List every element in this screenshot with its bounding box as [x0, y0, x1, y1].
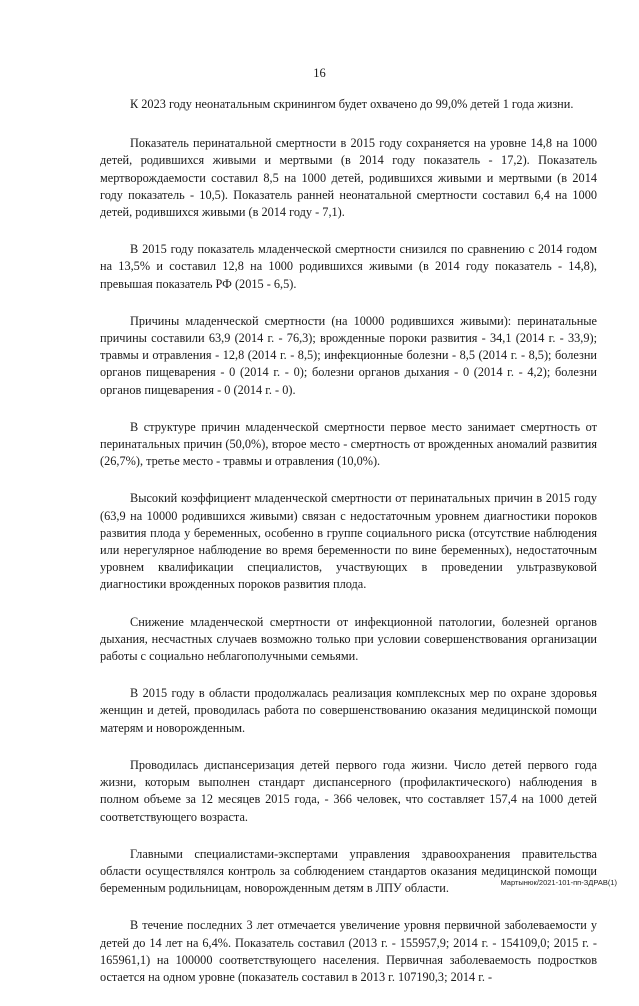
paragraph-infant-mortality: В 2015 году показатель младенческой смертности снизился по сравнению с 2014 годом на 13,5% и составил 12,8 на 1000 родившихся живыми (в 2014 году показатель - 14,8), превышая показатель РФ (2015 - 6,5).	[100, 242, 597, 291]
paragraph-mortality-causes: Причины младенческой смертности (на 10000 родившихся живыми): перинатальные причины составили 63,9 (2014 г. - 76,3); врожденные пороки развития - 34,1 (2014 г. - 33,9); травмы и отравления - 12,8 (2014 г. - 8,5); инфекционные болезни - 8,5 (2014 г. - 8,5); болезни органов пищеварения - 0 (2014 г. - 0); болезни органов дыхания - 0 (2014 г. - 4,2); болезни органов пищеварения - 0 (2014 г. - 0).	[100, 313, 597, 397]
document-footer: Мартынюк/2021-101-пп-ЗДРАВ(1)	[500, 878, 617, 887]
paragraph-screening: К 2023 году неонатальным скринингом будет охвачено до 99,0% детей 1 года жизни.	[130, 97, 574, 111]
document-body	[100, 96, 597, 1006]
paragraph-perinatal-mortality: Показатель перинатальной смертности в 2015 году сохраняется на уровне 14,8 на 1000 детей, родившихся живыми и мертвыми (в 2014 году показатель - 17,2). Показатель мертворождаемости составил 8,5 на 1000 детей, родившихся живыми и мертвыми (в 2014 году показатель - 10,5). Показатель ранней неонатальной смертности составил 6,4 на 1000 детей, родившихся живыми (в 2014 году - 7,1).	[100, 136, 597, 220]
paragraph-morbidity: В течение последних 3 лет отмечается увеличение уровня первичной заболеваемости у детей до 14 лет на 6,4%. Показатель составил (2013 г. - 155957,9; 2014 г. - 154109,0; 2015 г. - 165961,1) на 100000 соответствующего населения. Первичная заболеваемость подростков остается на одном уровне (показатель составил в 2013 г. 107190,3; 2014 г. -	[100, 918, 597, 984]
paragraph-reduction-conditions: Снижение младенческой смертности от инфекционной патологии, болезней органов дыхания, несчастных случаев возможно только при условии совершенствования организации работы с социально неблагополучными семьями.	[100, 614, 597, 664]
paragraph-dispensary: Проводилась диспансеризация детей первого года жизни. Число детей первого года жизни, которым выполнен стандарт диспансерного (профилактического) наблюдения в полном объеме за 12 месяцев 2015 года, - 366 человек, что составляет 157,4 на 1000 детей соответствующего возраста.	[100, 757, 597, 824]
page-number: 16	[313, 66, 326, 80]
paragraph-standards-control: Главными специалистами-экспертами управления здравоохранения правительства области осуществлялся контроль за соблюдением стандартов оказания медицинской помощи беременным родильницам, новорожденным детям в ЛПУ области.	[100, 846, 597, 896]
paragraph-mortality-structure: В структуре причин младенческой смертности первое место занимает смертность от перинатальных причин (50,0%), второе место - смертность от врожденных аномалий развития (26,7%), третье место - травмы и отравления (10,0%).	[100, 419, 597, 469]
paragraph-health-measures: В 2015 году в области продолжалась реализация комплексных мер по охране здоровья женщин и детей, проводилась работа по совершенствованию оказания медицинской помощи матерям и новорожденным.	[100, 686, 597, 735]
paragraph-perinatal-coefficient: Высокий коэффициент младенческой смертности от перинатальных причин в 2015 году (63,9 на 10000 родившихся живыми) связан с недостаточным уровнем диагностики пороков развития плода у беременных, особенно в группе социального риска (отсутствие наблюдения или нерегулярное наблюдение во время беременности по вине беременных), недостаточным уровнем квалификации специалистов, участвующих в проведении ультразвуковой диагностики врожденных пороков развития плода.	[100, 491, 597, 592]
